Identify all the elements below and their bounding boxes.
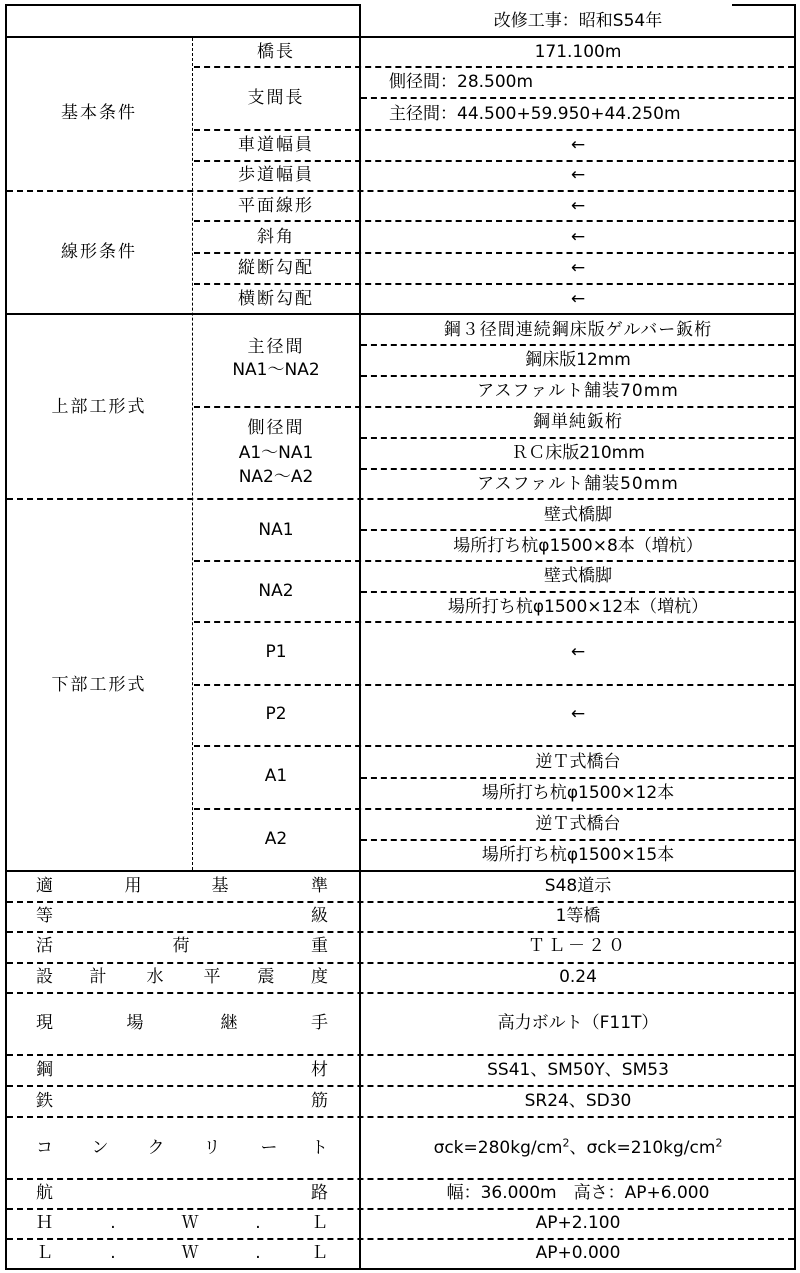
table-border-left	[5, 4, 7, 1270]
spec-char: 継	[220, 1013, 238, 1033]
rule	[194, 621, 794, 623]
spec-char: 荷	[172, 936, 190, 956]
table-border-right	[794, 4, 796, 1270]
main-span-girder: 鋼３径間連続鋼床版ゲルバー鈑桁	[443, 320, 713, 340]
side-span-range-2: NA2～A2	[238, 467, 314, 487]
spec-char: Ｌ	[311, 1213, 328, 1233]
category-substructure: 下部工形式	[51, 675, 147, 695]
category-alignment: 線形条件	[61, 242, 137, 262]
spec-char: Ｈ	[36, 1213, 53, 1233]
rule	[194, 560, 794, 562]
value-main-span: 主径間：44.500+59.950+44.250m	[389, 104, 681, 124]
abutment-a1-label: A1	[264, 766, 288, 786]
rule	[194, 406, 794, 408]
category-item-divider	[192, 38, 193, 870]
spec-char: 航	[36, 1183, 53, 1203]
rule	[7, 1054, 794, 1056]
rule-sub-end	[5, 870, 796, 872]
rule	[194, 160, 794, 162]
rule	[7, 931, 794, 933]
pier-p2-value: ←	[570, 704, 586, 724]
item-vertical-grade: 縦断勾配	[238, 258, 314, 278]
spec-char: 準	[311, 876, 328, 896]
rule	[194, 66, 794, 68]
item-sidewalk-width: 歩道幅員	[238, 165, 314, 185]
rule	[7, 1238, 794, 1240]
spec-char: コ	[36, 1138, 53, 1158]
side-span-girder: 鋼単純鈑桁	[533, 412, 623, 432]
main-span-range: NA1～NA2	[232, 360, 320, 380]
spec-high-water-level: AP+2.100	[535, 1213, 621, 1233]
value-vertical-grade: ←	[570, 258, 586, 278]
spec-concrete-strength	[434, 1138, 723, 1158]
spec-char: 材	[311, 1060, 328, 1080]
spec-char: 場	[126, 1013, 144, 1033]
rule-basic-end	[5, 313, 796, 315]
rule	[194, 684, 794, 686]
rule-header	[5, 36, 796, 38]
main-span-deck: 鋼床版12mm	[525, 350, 631, 370]
separator: 、	[569, 1138, 587, 1158]
pier-na1-type: 壁式橋脚	[544, 505, 612, 525]
rule	[7, 962, 794, 964]
spec-char: 等	[36, 906, 53, 926]
rule	[7, 901, 794, 903]
rule	[7, 1085, 794, 1087]
spec-steel: SS41、SM50Y、SM53	[487, 1060, 669, 1080]
item-plan-alignment: 平面線形	[238, 196, 314, 216]
rule	[194, 808, 794, 810]
spec-char: Ｗ	[181, 1243, 199, 1263]
rule	[361, 97, 794, 99]
rule	[194, 745, 794, 747]
spec-char: 震	[257, 967, 275, 987]
pier-p1-value: ←	[570, 642, 586, 662]
abutment-a1-type: 逆Ｔ式橋台	[535, 752, 621, 772]
rule	[361, 777, 794, 779]
spec-char: 水	[146, 967, 164, 987]
rule	[7, 190, 794, 192]
spec-low-water-level: AP+0.000	[535, 1243, 621, 1263]
rule	[361, 375, 794, 377]
abutment-a1-piles: 場所打ち杭φ1500×12本	[481, 783, 675, 803]
spec-char: 平	[203, 967, 221, 987]
main-span-pavement: アスファルト舗装70mm	[477, 381, 679, 401]
value-roadway-width: ←	[570, 135, 586, 155]
rule	[194, 252, 794, 254]
item-cross-slope: 横断勾配	[238, 289, 314, 309]
rule	[361, 468, 794, 470]
spec-design-standard: S48道示	[544, 876, 612, 896]
spec-char: 鋼	[36, 1060, 53, 1080]
rule	[361, 591, 794, 593]
spec-char: ト	[311, 1138, 328, 1158]
value-sidewalk-width: ←	[570, 165, 586, 185]
table-border-top-left	[5, 4, 361, 6]
spec-char: 路	[311, 1183, 328, 1203]
rule	[7, 992, 794, 994]
spec-navigation-channel: 幅：36.000m 高さ：AP+6.000	[446, 1183, 710, 1203]
spec-char: 級	[311, 906, 328, 926]
category-superstructure: 上部工形式	[51, 397, 147, 417]
rule	[361, 839, 794, 841]
spec-char: 設	[36, 967, 53, 987]
spec-char: 計	[89, 967, 107, 987]
side-span-deck: ＲＣ床版210mm	[511, 443, 645, 463]
rule	[361, 529, 794, 531]
item-span-length: 支間長	[247, 88, 305, 108]
spec-char: 重	[311, 936, 328, 956]
pier-p2-label: P2	[265, 704, 287, 724]
spec-char: ク	[147, 1138, 165, 1158]
value-skew: ←	[570, 227, 586, 247]
rule	[7, 1178, 794, 1180]
pier-na1-label: NA1	[258, 520, 294, 540]
rule	[194, 220, 794, 222]
spec-char: 基	[211, 876, 229, 896]
pier-na2-label: NA2	[258, 581, 294, 601]
spec-char: .	[110, 1243, 116, 1263]
spec-char: Ｌ	[311, 1243, 328, 1263]
abutment-a2-piles: 場所打ち杭φ1500×15本	[481, 845, 675, 865]
spec-char: .	[110, 1213, 116, 1233]
rule	[194, 129, 794, 131]
pier-na1-piles: 場所打ち杭φ1500×8本（増杭）	[453, 536, 703, 556]
item-roadway-width: 車道幅員	[238, 135, 314, 155]
abutment-a2-type: 逆Ｔ式橋台	[535, 814, 621, 834]
main-span-label: 主径間	[247, 337, 305, 357]
item-bridge-length: 橋長	[257, 42, 295, 62]
spec-char: 度	[311, 967, 328, 987]
rule	[361, 437, 794, 439]
spec-char: 鉄	[36, 1091, 53, 1111]
spec-char: 現	[36, 1013, 53, 1033]
side-span-range-1: A1～NA1	[238, 443, 314, 463]
pier-na2-type: 壁式橋脚	[544, 566, 612, 586]
value-side-span: 側径間：28.500m	[389, 72, 534, 92]
rule	[7, 1208, 794, 1210]
pier-p1-label: P1	[265, 642, 287, 662]
item-skew: 斜角	[257, 227, 295, 247]
spec-bridge-class: 1等橋	[555, 906, 601, 926]
spec-char: Ｗ	[181, 1213, 199, 1233]
rule	[7, 498, 794, 500]
pier-na2-piles: 場所打ち杭φ1500×12本（増杭）	[447, 597, 709, 617]
spec-char: ン	[91, 1138, 109, 1158]
spec-char: リ	[203, 1138, 221, 1158]
rule	[194, 283, 794, 285]
spec-char: .	[255, 1243, 261, 1263]
abutment-a2-label: A2	[264, 829, 288, 849]
value-cross-slope: ←	[570, 289, 586, 309]
side-span-pavement: アスファルト舗装50mm	[477, 474, 679, 494]
spec-char: 用	[124, 876, 142, 896]
spec-field-joint: 高力ボルト（F11T）	[497, 1013, 659, 1033]
table-border-bottom	[5, 1268, 796, 1270]
table-border-top-right	[732, 4, 796, 6]
spec-char: .	[255, 1213, 261, 1233]
rule	[7, 1116, 794, 1118]
spec-char: ー	[260, 1138, 278, 1158]
category-basic-conditions: 基本条件	[61, 103, 137, 123]
spec-char: 筋	[311, 1091, 328, 1111]
spec-char: Ｌ	[36, 1243, 53, 1263]
rule	[361, 344, 794, 346]
renovation-date: 改修工事：昭和S54年	[493, 11, 663, 31]
superscript: 2	[562, 1136, 570, 1150]
concrete-strength-a: σck=280kg/cm	[433, 1138, 563, 1158]
table-divider-label-value	[359, 4, 361, 1270]
spec-char: 手	[311, 1013, 328, 1033]
concrete-strength-b: σck=210kg/cm	[586, 1138, 716, 1158]
spec-char: 適	[36, 876, 53, 896]
value-bridge-length: 171.100m	[534, 42, 622, 62]
side-span-label: 側径間	[247, 418, 305, 438]
spec-rebar: SR24、SD30	[524, 1091, 632, 1111]
spec-char: 活	[36, 936, 53, 956]
spec-live-load: ＴＬ－２０	[528, 936, 628, 956]
value-plan-alignment: ←	[570, 196, 586, 216]
superscript: 2	[715, 1136, 723, 1150]
spec-seismic-coefficient: 0.24	[559, 967, 597, 987]
